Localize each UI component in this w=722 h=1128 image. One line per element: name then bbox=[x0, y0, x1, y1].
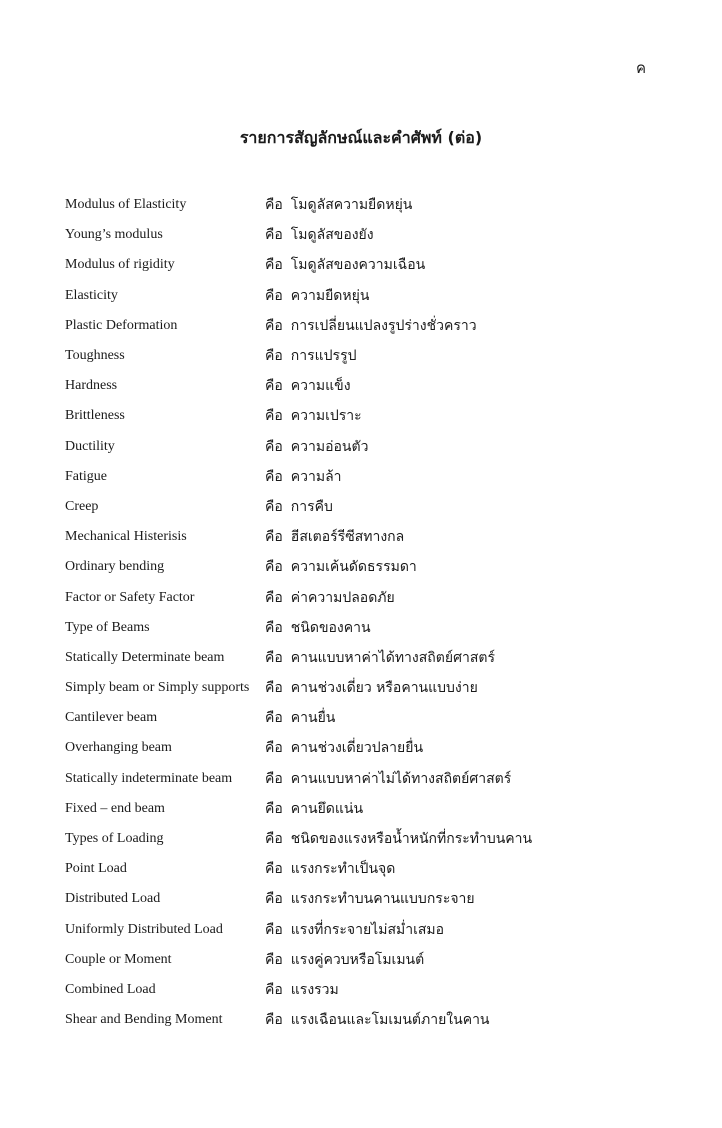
glossary-row bbox=[65, 764, 685, 794]
glossary-row bbox=[65, 975, 685, 1005]
separator-word: คือ bbox=[265, 257, 283, 274]
glossary-definition: คานยื่น bbox=[290, 710, 336, 727]
glossary-definition: โมดูลัสของความเฉือน bbox=[290, 257, 426, 274]
glossary-definition: ความล้า bbox=[290, 468, 342, 485]
glossary-term: Combined Load bbox=[65, 981, 156, 997]
glossary-term: Young’s modulus bbox=[65, 227, 163, 243]
glossary-row bbox=[65, 281, 685, 311]
glossary-term: Modulus of Elasticity bbox=[65, 197, 187, 213]
separator-word: คือ bbox=[265, 770, 283, 787]
separator-word: คือ bbox=[265, 348, 283, 365]
glossary-definition: ชนิดของแรงหรือน้ำหนักที่กระทำบนคาน bbox=[290, 831, 533, 848]
glossary-row bbox=[65, 220, 685, 250]
separator-word: คือ bbox=[265, 408, 283, 425]
glossary-definition: คานช่วงเดี่ยว หรือคานแบบง่าย bbox=[290, 680, 478, 697]
glossary-row bbox=[65, 673, 685, 703]
glossary-term: Type of Beams bbox=[65, 619, 150, 635]
glossary-definition: ชนิดของคาน bbox=[290, 619, 371, 636]
glossary-term: Brittleness bbox=[65, 408, 125, 424]
separator-word: คือ bbox=[265, 287, 283, 304]
glossary-definition: คานแบบหาค่าไม่ได้ทางสถิตย์ศาสตร์ bbox=[290, 770, 512, 787]
glossary-definition: คานช่วงเดี่ยวปลายยื่น bbox=[290, 740, 424, 757]
glossary-definition: ความแข็ง bbox=[290, 378, 351, 395]
glossary-row bbox=[65, 522, 685, 552]
glossary-term: Fixed – end beam bbox=[65, 800, 165, 816]
separator-word: คือ bbox=[265, 529, 283, 546]
glossary-row bbox=[65, 341, 685, 371]
glossary-row bbox=[65, 492, 685, 522]
glossary-term: Modulus of rigidity bbox=[65, 257, 175, 273]
glossary-row bbox=[65, 703, 685, 733]
glossary-definition: คานยึดแน่น bbox=[290, 800, 364, 817]
glossary-row bbox=[65, 733, 685, 763]
glossary-term: Uniformly Distributed Load bbox=[65, 921, 223, 937]
glossary-row bbox=[65, 582, 685, 612]
separator-word: คือ bbox=[265, 740, 283, 757]
separator-word: คือ bbox=[265, 891, 283, 908]
glossary-list bbox=[65, 190, 685, 1035]
glossary-term: Toughness bbox=[65, 348, 125, 364]
glossary-row bbox=[65, 250, 685, 280]
glossary-row bbox=[65, 311, 685, 341]
glossary-term: Couple or Moment bbox=[65, 951, 172, 967]
glossary-term: Factor or Safety Factor bbox=[65, 589, 195, 605]
separator-word: คือ bbox=[265, 951, 283, 968]
glossary-definition: การแปรรูป bbox=[290, 348, 357, 365]
glossary-row bbox=[65, 854, 685, 884]
glossary-definition: ค่าความปลอดภัย bbox=[290, 589, 395, 606]
page-title: รายการสัญลักษณ์และคำศัพท์ (ต่อ) bbox=[239, 128, 483, 147]
separator-word: คือ bbox=[265, 1012, 283, 1029]
glossary-row bbox=[65, 945, 685, 975]
glossary-definition: คานแบบหาค่าได้ทางสถิตย์ศาสตร์ bbox=[290, 649, 495, 666]
glossary-row bbox=[65, 915, 685, 945]
separator-word: คือ bbox=[265, 227, 283, 244]
glossary-term: Hardness bbox=[65, 378, 118, 394]
glossary-definition: ความอ่อนตัว bbox=[290, 438, 369, 455]
separator-word: คือ bbox=[265, 710, 283, 727]
glossary-definition: การคืบ bbox=[290, 498, 333, 515]
glossary-row bbox=[65, 613, 685, 643]
glossary-term: Shear and Bending Moment bbox=[65, 1012, 223, 1028]
separator-word: คือ bbox=[265, 498, 283, 515]
glossary-definition: แรงเฉือนและโมเมนต์ภายในคาน bbox=[290, 1012, 490, 1029]
glossary-row bbox=[65, 794, 685, 824]
separator-word: คือ bbox=[265, 438, 283, 455]
separator-word: คือ bbox=[265, 831, 283, 848]
glossary-row bbox=[65, 1005, 685, 1035]
page-number: ค bbox=[636, 59, 647, 77]
separator-word: คือ bbox=[265, 981, 283, 998]
glossary-definition: แรงกระทำบนคานแบบกระจาย bbox=[290, 891, 475, 908]
separator-word: คือ bbox=[265, 559, 283, 576]
separator-word: คือ bbox=[265, 317, 283, 334]
glossary-row bbox=[65, 824, 685, 854]
glossary-definition: แรงที่กระจายไม่สม่ำเสมอ bbox=[290, 921, 445, 938]
glossary-term: Overhanging beam bbox=[65, 740, 172, 756]
separator-word: คือ bbox=[265, 468, 283, 485]
glossary-definition: แรงรวม bbox=[290, 981, 339, 998]
separator-word: คือ bbox=[265, 619, 283, 636]
glossary-term: Ordinary bending bbox=[65, 559, 165, 575]
glossary-term: Distributed Load bbox=[65, 891, 161, 907]
glossary-row bbox=[65, 643, 685, 673]
glossary-term: Elasticity bbox=[65, 287, 118, 303]
glossary-definition: ความยืดหยุ่น bbox=[290, 287, 370, 304]
glossary-definition: แรงคู่ควบหรือโมเมนต์ bbox=[290, 951, 425, 968]
glossary-term: Fatigue bbox=[65, 468, 107, 484]
glossary-term: Plastic Deformation bbox=[65, 317, 178, 333]
glossary-term: Statically Determinate beam bbox=[65, 649, 225, 665]
glossary-definition: แรงกระทำเป็นจุด bbox=[290, 861, 396, 878]
separator-word: คือ bbox=[265, 861, 283, 878]
glossary-row bbox=[65, 432, 685, 462]
glossary-term: Cantilever beam bbox=[65, 710, 158, 726]
glossary-term: Types of Loading bbox=[65, 831, 164, 847]
glossary-definition: ฮีสเตอร์รีซีสทางกล bbox=[290, 529, 405, 546]
glossary-definition: โมดูลัสความยืดหยุ่น bbox=[290, 197, 413, 214]
separator-word: คือ bbox=[265, 680, 283, 697]
glossary-term: Creep bbox=[65, 498, 99, 514]
glossary-row bbox=[65, 884, 685, 914]
glossary-row bbox=[65, 462, 685, 492]
glossary-term: Statically indeterminate beam bbox=[65, 770, 233, 786]
glossary-term: Ductility bbox=[65, 438, 115, 454]
glossary-term: Point Load bbox=[65, 861, 127, 877]
separator-word: คือ bbox=[265, 589, 283, 606]
glossary-definition: ความเค้นดัดธรรมดา bbox=[290, 559, 417, 576]
glossary-definition: การเปลี่ยนแปลงรูปร่างชั่วคราว bbox=[290, 317, 477, 334]
glossary-row bbox=[65, 371, 685, 401]
separator-word: คือ bbox=[265, 197, 283, 214]
glossary-definition: โมดูลัสของยัง bbox=[290, 227, 374, 244]
separator-word: คือ bbox=[265, 649, 283, 666]
glossary-term: Simply beam or Simply supports bbox=[65, 680, 250, 696]
separator-word: คือ bbox=[265, 800, 283, 817]
separator-word: คือ bbox=[265, 921, 283, 938]
glossary-term: Mechanical Histerisis bbox=[65, 529, 187, 545]
glossary-definition: ความเปราะ bbox=[290, 408, 362, 425]
separator-word: คือ bbox=[265, 378, 283, 395]
glossary-row bbox=[65, 552, 685, 582]
glossary-row bbox=[65, 401, 685, 431]
glossary-row bbox=[65, 190, 685, 220]
